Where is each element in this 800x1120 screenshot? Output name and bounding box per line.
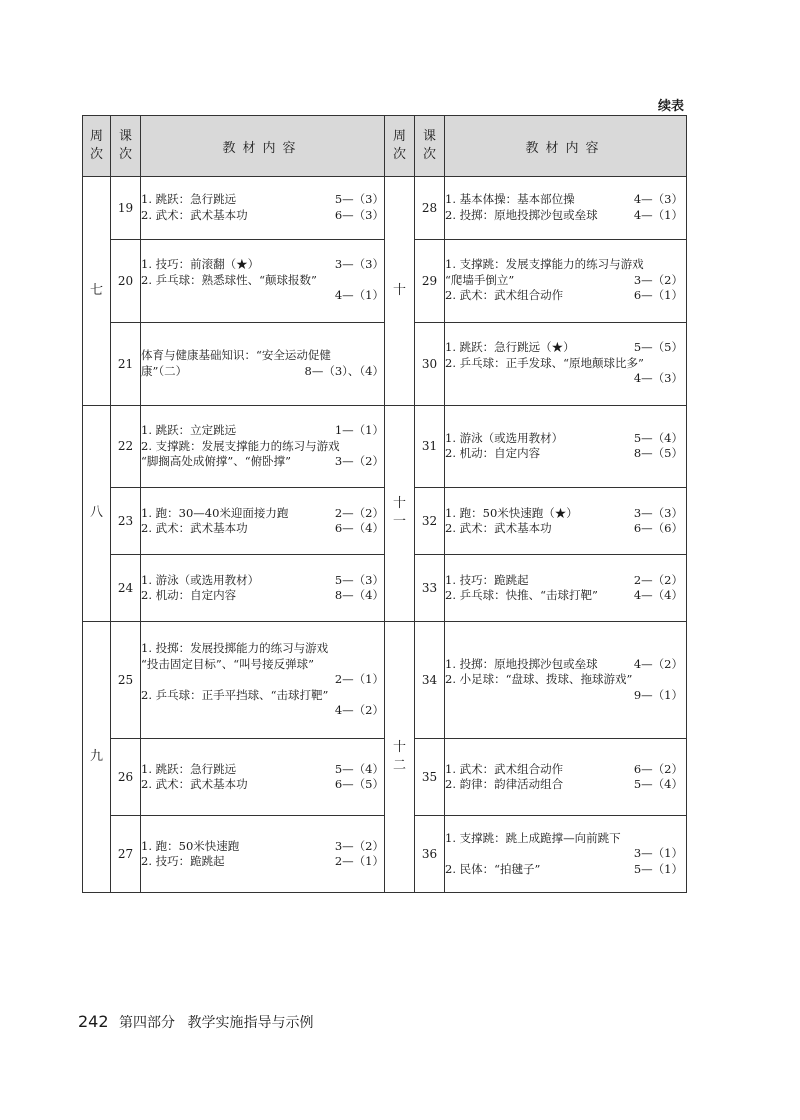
lesson-code: 6—（3） [334,207,384,222]
lesson-content [141,405,385,488]
content-line [445,831,683,847]
content-text: 2. 韵律：韵律活动组合 [445,777,564,792]
content-line [141,348,384,364]
week-number: 二 [392,757,406,773]
lesson-code: 4—（3） [633,371,683,386]
content-text: 1. 跑：50米快速跑（★） [445,505,578,520]
lesson-code: 8—（4） [334,588,384,603]
content-line [141,703,384,719]
continued-label: 续表 [657,99,684,114]
lesson-code: 5—（3） [334,572,384,587]
header-week-right: 周 次 [385,116,415,177]
lesson-code: 6—（2） [633,761,683,776]
lesson-number: 25 [111,621,141,738]
content-line [141,288,384,304]
content-text: 1. 投掷：原地投掷沙包或垒球 [445,656,598,671]
week-number: 十 [392,496,406,512]
lesson-content [445,177,687,240]
lesson-code: 3—（3） [334,257,384,272]
lesson-content [445,488,687,555]
content-line [141,588,384,604]
content-text: 体育与健康基础知识：“安全运动促健 [141,348,331,363]
lesson-content [445,405,687,488]
lesson-code: 5—（4） [633,430,683,445]
content-line [445,506,683,522]
footer-part: 第四部分 [119,1015,175,1031]
lesson-number: 22 [111,405,141,488]
content-text: 1. 游泳（或选用教材） [445,430,564,445]
content-text: 1. 跳跃：急行跳远（★） [445,340,575,355]
table-row [83,621,687,738]
lesson-code: 5—（4） [633,777,683,792]
header-content-left: 教材内容 [141,116,385,177]
content-text: 1. 投掷：发展投掷能力的练习与游戏 [141,641,329,656]
lesson-code: 5—（4） [334,761,384,776]
lesson-number: 29 [415,239,445,322]
content-text: 1. 游泳（或选用教材） [141,572,260,587]
content-text: 1. 跑：50米快速跑 [141,838,240,853]
content-text: “脚搁高处成俯撑”、“俯卧撑” [141,454,292,469]
content-line [141,257,384,273]
content-text: 1. 技巧：跪跳起 [445,572,529,587]
content-line [445,573,683,589]
lesson-code: 6—（1） [633,288,683,303]
content-text: 1. 支撑跳：跳上成跪撑—向前跳下 [445,830,621,845]
content-line [141,273,384,289]
lesson-number: 31 [415,405,445,488]
content-text: 2. 机动：自定内容 [141,588,237,603]
week-number: 一 [392,514,406,530]
lesson-code: 9—（1） [633,687,683,702]
content-line [445,846,683,862]
lesson-code: 5—（3） [334,192,384,207]
lesson-code: 3—（2） [334,454,384,469]
lesson-content [141,322,385,405]
content-text: “爬墙手倒立” [445,272,515,287]
lesson-code: 2—（1） [334,854,384,869]
lesson-code: 4—（1） [633,207,683,222]
content-text: 2. 技巧：跪跳起 [141,854,225,869]
content-line [141,192,384,208]
lesson-code: 2—（2） [334,505,384,520]
content-line [445,777,683,793]
lesson-code: 5—（1） [633,861,683,876]
content-line [141,439,384,455]
lesson-code: 2—（1） [334,672,384,687]
content-text: 2. 乒乓球：正手平挡球、“击球打靶” [141,687,329,702]
table-row [83,177,687,240]
week-number: 七 [89,282,103,298]
content-text: 2. 小足球：“盘球、拨球、拖球游戏” [445,672,633,687]
content-line [141,521,384,537]
lesson-content [141,739,385,816]
lesson-code: 5—（5） [633,340,683,355]
content-text: 1. 跳跃：急行跳远 [141,761,237,776]
content-line [445,762,683,778]
content-line [141,506,384,522]
content-text: 1. 技巧：前滚翻（★） [141,257,260,272]
lesson-content [445,239,687,322]
lesson-content [141,239,385,322]
content-line [445,273,683,289]
lesson-code: 4—（2） [334,703,384,718]
lesson-number: 23 [111,488,141,555]
content-text: 1. 跳跃：急行跳远 [141,192,237,207]
content-line [141,364,384,380]
header-week-left: 周 次 [83,116,111,177]
content-text: 2. 民体：“拍毽子” [445,861,541,876]
content-line [141,762,384,778]
content-text: 2. 支撑跳：发展支撑能力的练习与游戏 [141,438,340,453]
content-line [445,862,683,878]
content-line [445,288,683,304]
lesson-number: 30 [415,322,445,405]
content-text: “投击固定目标”、“叫号接反弹球” [141,656,315,671]
content-text: 1. 跑：30—40米迎面接力跑 [141,505,289,520]
content-line [141,641,384,657]
lesson-code: 3—（2） [633,272,683,287]
lesson-content [445,816,687,893]
content-text: 1. 支撑跳：发展支撑能力的练习与游戏 [445,257,644,272]
content-line [141,672,384,688]
content-line [445,431,683,447]
content-line [445,521,683,537]
content-line [445,257,683,273]
content-line [141,839,384,855]
lesson-number: 19 [111,177,141,240]
table-header-row [83,116,687,177]
lesson-content [141,555,385,622]
lesson-content [445,621,687,738]
content-text: 2. 武术：武术基本功 [141,207,248,222]
content-text: 2. 武术：武术基本功 [445,521,552,536]
content-text: 2. 乒乓球：正手发球、“原地颠球比多” [445,355,644,370]
content-line [445,657,683,673]
content-line [445,208,683,224]
lesson-code: 8—（3）、（4） [304,363,384,378]
lesson-content [141,621,385,738]
lesson-code: 4—（1） [334,288,384,303]
lesson-number: 32 [415,488,445,555]
lesson-code: 3—（1） [633,846,683,861]
content-line [141,423,384,439]
content-line [141,657,384,673]
lesson-number: 20 [111,239,141,322]
header-content-right: 教材内容 [445,116,687,177]
content-line [445,356,683,372]
page-footer [78,1012,313,1032]
lesson-number: 26 [111,739,141,816]
lesson-number: 36 [415,816,445,893]
lesson-code: 6—（4） [334,521,384,536]
content-line [141,208,384,224]
content-text: 1. 跳跃：立定跳远 [141,423,237,438]
lesson-content [141,177,385,240]
week-cell [385,621,415,892]
lesson-number: 21 [111,322,141,405]
content-text: 1. 武术：武术组合动作 [445,761,564,776]
week-cell [83,405,111,621]
week-number: 九 [89,748,103,764]
lesson-code: 4—（4） [633,588,683,603]
lesson-number: 33 [415,555,445,622]
content-line [141,777,384,793]
lesson-code: 4—（3） [633,192,683,207]
lesson-number: 24 [111,555,141,622]
header-lesson-right: 课 次 [415,116,445,177]
content-text: 2. 投掷：原地投掷沙包或垒球 [445,207,598,222]
content-text: 2. 机动：自定内容 [445,446,541,461]
content-line [141,854,384,870]
week-cell [83,621,111,892]
lesson-code: 8—（5） [633,446,683,461]
content-line [445,688,683,704]
lesson-number: 34 [415,621,445,738]
content-line [445,588,683,604]
lesson-code: 3—（2） [334,838,384,853]
lesson-number: 28 [415,177,445,240]
content-text: 2. 乒乓球：快推、“击球打靶” [445,588,598,603]
content-line [445,340,683,356]
content-text: 康”（二） [141,363,188,378]
week-number: 八 [89,505,103,521]
week-cell [385,177,415,406]
content-text: 2. 乒乓球：熟悉球性、“颠球报数” [141,272,317,287]
lesson-content [445,555,687,622]
lesson-number: 27 [111,816,141,893]
table-row [83,405,687,488]
lesson-number: 35 [415,739,445,816]
week-cell [83,177,111,406]
lesson-code: 3—（3） [633,505,683,520]
content-text: 2. 武术：武术组合动作 [445,288,564,303]
lesson-content [141,488,385,555]
lesson-content [445,739,687,816]
content-text: 2. 武术：武术基本功 [141,521,248,536]
lesson-content [445,322,687,405]
week-number: 十 [392,739,406,755]
footer-title: 教学实施指导与示例 [187,1015,314,1031]
content-line [141,573,384,589]
lesson-content [141,816,385,893]
week-number: 十 [392,282,406,298]
lesson-code: 2—（2） [633,572,683,587]
week-cell [385,405,415,621]
lesson-code: 1—（1） [334,423,384,438]
content-line [141,454,384,470]
content-line [445,672,683,688]
content-text: 1. 基本体操：基本部位操 [445,192,575,207]
lesson-code: 6—（5） [334,777,384,792]
schedule-table [82,115,687,893]
content-line [141,688,384,704]
lesson-code: 4—（2） [633,656,683,671]
header-lesson-left: 课 次 [111,116,141,177]
lesson-code: 6—（6） [633,521,683,536]
content-line [445,192,683,208]
content-line [445,371,683,387]
content-text: 2. 武术：武术基本功 [141,777,248,792]
content-line [445,446,683,462]
page-number: 242 [78,1012,109,1031]
